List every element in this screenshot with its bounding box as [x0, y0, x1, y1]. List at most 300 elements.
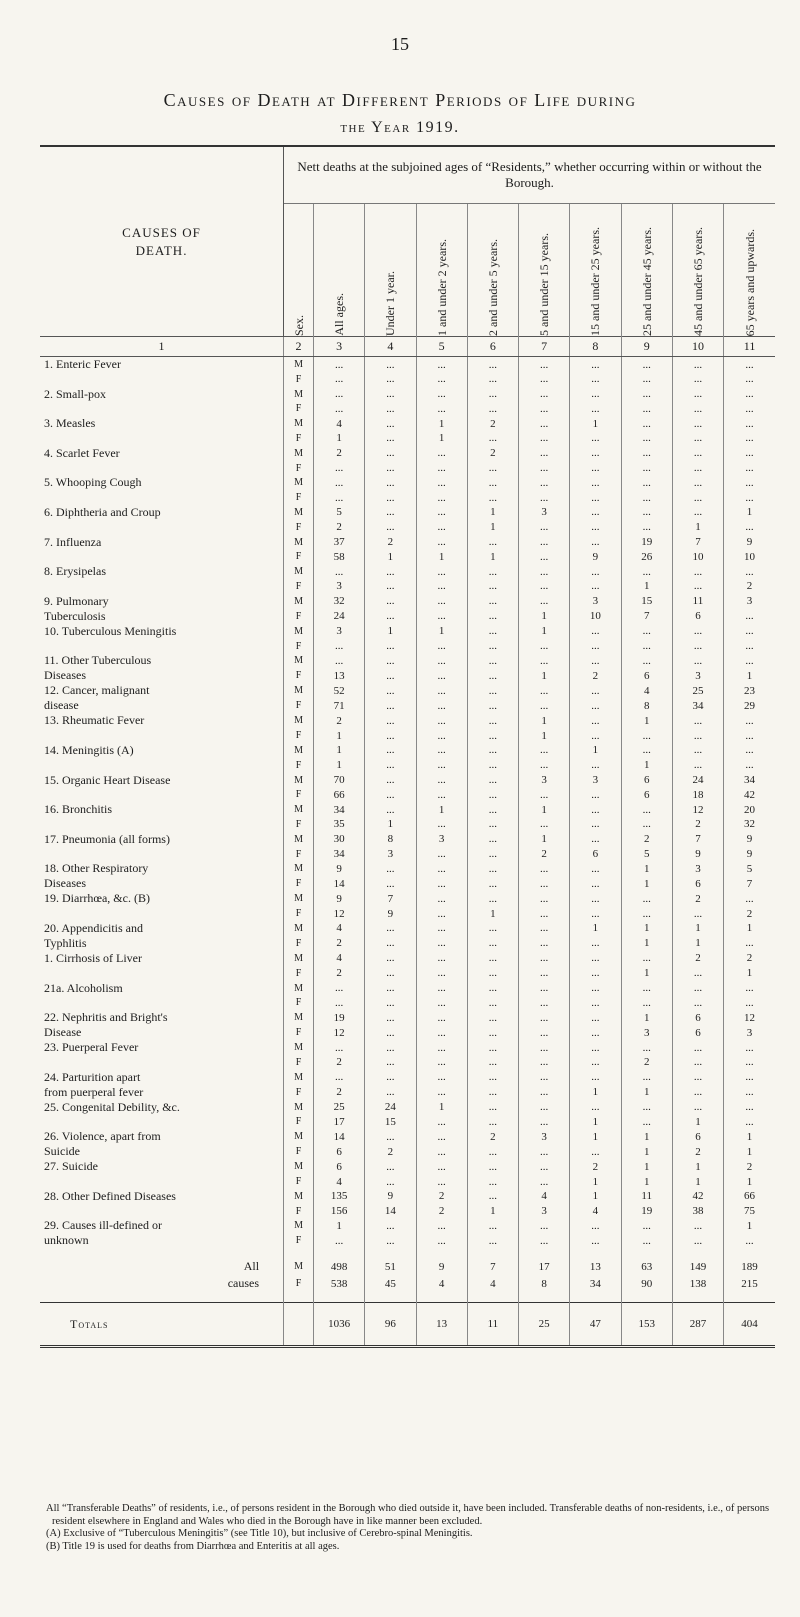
- value-cell: 1: [621, 579, 672, 594]
- value-cell: ...: [519, 906, 570, 921]
- sex-cell: M: [284, 1010, 314, 1025]
- sex-cell: M: [284, 416, 314, 431]
- value-cell: ...: [570, 817, 621, 832]
- value-cell: ...: [621, 728, 672, 743]
- value-cell: ...: [519, 966, 570, 981]
- value-cell: ...: [365, 1159, 416, 1174]
- value-cell: 6: [570, 847, 621, 862]
- sex-cell: F: [284, 1144, 314, 1159]
- value-cell: ...: [570, 431, 621, 446]
- table-row: [40, 1010, 775, 1025]
- value-cell: 1: [313, 431, 364, 446]
- value-cell: 1: [570, 1174, 621, 1189]
- value-cell: ...: [672, 446, 723, 461]
- value-cell: ...: [313, 372, 364, 387]
- value-cell: 13: [570, 1258, 621, 1275]
- value-cell: 1: [621, 1159, 672, 1174]
- value-cell: ...: [724, 446, 775, 461]
- value-cell: ...: [467, 921, 518, 936]
- table-row: [40, 1100, 775, 1115]
- value-cell: ...: [467, 1010, 518, 1025]
- value-cell: ...: [416, 668, 467, 683]
- value-cell: 2: [672, 1144, 723, 1159]
- value-cell: ...: [519, 996, 570, 1011]
- cause-cell: 23. Puerperal Fever: [44, 1040, 139, 1055]
- value-cell: ...: [724, 609, 775, 624]
- value-cell: 1: [621, 861, 672, 876]
- value-cell: ...: [621, 624, 672, 639]
- sex-cell: M: [284, 357, 314, 373]
- value-cell: ...: [313, 1070, 364, 1085]
- value-cell: ...: [621, 1233, 672, 1248]
- value-cell: 5: [724, 861, 775, 876]
- value-cell: ...: [467, 728, 518, 743]
- all-causes-label: All: [243, 1259, 260, 1274]
- value-cell: 15: [621, 594, 672, 609]
- cause-cell: unknown: [44, 1233, 89, 1248]
- value-cell: ...: [570, 788, 621, 803]
- value-cell: ...: [467, 936, 518, 951]
- cause-cell: 7. Influenza: [44, 534, 102, 549]
- value-cell: ...: [672, 653, 723, 668]
- value-cell: ...: [672, 579, 723, 594]
- value-cell: ...: [519, 936, 570, 951]
- value-cell: ...: [570, 387, 621, 402]
- value-cell: ...: [724, 728, 775, 743]
- value-cell: 1: [672, 1115, 723, 1130]
- value-cell: ...: [519, 951, 570, 966]
- sex-cell: M: [284, 713, 314, 728]
- value-cell: ...: [467, 461, 518, 476]
- value-cell: ...: [672, 1233, 723, 1248]
- sex-cell: F: [284, 1233, 314, 1248]
- all-causes-row: [40, 1275, 775, 1292]
- value-cell: ...: [365, 936, 416, 951]
- value-cell: ...: [570, 1218, 621, 1233]
- value-cell: ...: [365, 387, 416, 402]
- table-row: [40, 1174, 775, 1189]
- value-cell: ...: [416, 1070, 467, 1085]
- value-cell: ...: [621, 490, 672, 505]
- value-cell: 6: [672, 1010, 723, 1025]
- totals-sex-cell: [284, 1303, 314, 1347]
- value-cell: ...: [519, 817, 570, 832]
- cause-cell: 22. Nephritis and Bright's: [44, 1010, 168, 1025]
- value-cell: ...: [365, 520, 416, 535]
- value-cell: 1: [672, 520, 723, 535]
- value-cell: ...: [467, 1144, 518, 1159]
- table-row: [40, 788, 775, 803]
- value-cell: 42: [724, 788, 775, 803]
- value-cell: 1: [621, 1010, 672, 1025]
- cause-cell: [40, 579, 284, 594]
- table-row: [40, 357, 775, 373]
- sex-cell: F: [284, 936, 314, 951]
- column-header: 5 and under 15 years.: [519, 204, 570, 337]
- value-cell: ...: [365, 788, 416, 803]
- cause-cell: 16. Bronchitis: [44, 802, 112, 817]
- value-cell: ...: [724, 1040, 775, 1055]
- value-cell: 10: [724, 550, 775, 565]
- value-cell: ...: [724, 520, 775, 535]
- title-line-1: Causes of Death at Different Periods of Life during: [163, 90, 637, 110]
- value-cell: 156: [313, 1204, 364, 1219]
- value-cell: 1: [570, 1129, 621, 1144]
- value-cell: 10: [570, 609, 621, 624]
- value-cell: 70: [313, 773, 364, 788]
- value-cell: ...: [724, 1233, 775, 1248]
- value-cell: 2: [570, 1159, 621, 1174]
- value-cell: ...: [365, 668, 416, 683]
- table-row: [40, 520, 775, 535]
- value-cell: ...: [365, 416, 416, 431]
- value-cell: ...: [724, 758, 775, 773]
- sex-cell: M: [284, 802, 314, 817]
- table-row: [40, 490, 775, 505]
- value-cell: 11: [621, 1189, 672, 1204]
- value-cell: ...: [724, 475, 775, 490]
- value-cell: 11: [672, 594, 723, 609]
- sex-cell: F: [284, 996, 314, 1011]
- value-cell: ...: [519, 1010, 570, 1025]
- value-cell: ...: [621, 461, 672, 476]
- value-cell: ...: [416, 921, 467, 936]
- value-cell: 3: [621, 1025, 672, 1040]
- value-cell: ...: [724, 1100, 775, 1115]
- value-cell: ...: [365, 1025, 416, 1040]
- column-number: 1: [40, 337, 284, 357]
- value-cell: 1: [519, 728, 570, 743]
- value-cell: ...: [467, 788, 518, 803]
- value-cell: ...: [621, 505, 672, 520]
- value-cell: ...: [621, 653, 672, 668]
- value-cell: 1: [672, 1174, 723, 1189]
- sex-cell: F: [284, 698, 314, 713]
- value-cell: ...: [570, 520, 621, 535]
- cause-cell: [40, 1115, 284, 1130]
- sex-cell: F: [284, 490, 314, 505]
- value-cell: ...: [672, 402, 723, 417]
- total-value-cell: 287: [672, 1303, 723, 1347]
- table-row: [40, 876, 775, 891]
- table-row: [40, 773, 775, 788]
- value-cell: ...: [365, 564, 416, 579]
- cause-cell: [40, 490, 284, 505]
- column-header: Under 1 year.: [365, 204, 416, 337]
- cause-cell: 3. Measles: [44, 416, 96, 431]
- sex-cell: F: [284, 639, 314, 654]
- total-value-cell: 25: [519, 1303, 570, 1347]
- value-cell: ...: [724, 996, 775, 1011]
- value-cell: 2: [621, 832, 672, 847]
- value-cell: 5: [621, 847, 672, 862]
- cause-cell: 1. Cirrhosis of Liver: [44, 950, 142, 965]
- value-cell: ...: [724, 653, 775, 668]
- value-cell: 25: [313, 1100, 364, 1115]
- value-cell: ...: [672, 461, 723, 476]
- table-row: [40, 921, 775, 936]
- value-cell: ...: [570, 876, 621, 891]
- total-value-cell: 404: [724, 1303, 775, 1347]
- cause-cell: [40, 372, 284, 387]
- value-cell: 2: [313, 713, 364, 728]
- value-cell: ...: [570, 758, 621, 773]
- value-cell: ...: [416, 743, 467, 758]
- table-row: [40, 861, 775, 876]
- sex-cell: M: [284, 743, 314, 758]
- value-cell: 9: [724, 847, 775, 862]
- table-row: [40, 461, 775, 476]
- value-cell: ...: [519, 1144, 570, 1159]
- value-cell: ...: [519, 402, 570, 417]
- value-cell: ...: [416, 461, 467, 476]
- value-cell: 2: [467, 1129, 518, 1144]
- value-cell: ...: [672, 743, 723, 758]
- value-cell: ...: [416, 981, 467, 996]
- value-cell: 4: [467, 1275, 518, 1292]
- value-cell: 12: [313, 906, 364, 921]
- value-cell: ...: [365, 951, 416, 966]
- value-cell: ...: [467, 773, 518, 788]
- value-cell: ...: [467, 847, 518, 862]
- value-cell: 6: [621, 788, 672, 803]
- value-cell: ...: [570, 446, 621, 461]
- column-header: 15 and under 25 years.: [570, 204, 621, 337]
- cause-cell: 17. Pneumonia (all forms): [44, 831, 170, 846]
- table-row: [40, 372, 775, 387]
- value-cell: 14: [313, 876, 364, 891]
- column-number: 5: [416, 337, 467, 357]
- value-cell: ...: [621, 1218, 672, 1233]
- table-row: [40, 431, 775, 446]
- value-cell: ...: [467, 594, 518, 609]
- cause-cell: 27. Suicide: [44, 1159, 98, 1174]
- value-cell: 4: [519, 1189, 570, 1204]
- sex-cell: F: [284, 431, 314, 446]
- value-cell: 1: [365, 550, 416, 565]
- value-cell: 42: [672, 1189, 723, 1204]
- value-cell: ...: [570, 579, 621, 594]
- value-cell: 1: [313, 728, 364, 743]
- value-cell: 2: [519, 847, 570, 862]
- value-cell: ...: [416, 579, 467, 594]
- value-cell: 1: [365, 817, 416, 832]
- value-cell: ...: [416, 891, 467, 906]
- value-cell: ...: [621, 387, 672, 402]
- value-cell: 1: [365, 624, 416, 639]
- value-cell: 498: [313, 1258, 364, 1275]
- value-cell: ...: [416, 564, 467, 579]
- table-row: [40, 996, 775, 1011]
- value-cell: ...: [519, 357, 570, 373]
- value-cell: 215: [724, 1275, 775, 1292]
- table-row: [40, 624, 775, 639]
- value-cell: ...: [672, 431, 723, 446]
- value-cell: ...: [365, 475, 416, 490]
- value-cell: ...: [570, 564, 621, 579]
- table-row: [40, 713, 775, 728]
- value-cell: 138: [672, 1275, 723, 1292]
- sex-cell: F: [284, 1174, 314, 1189]
- value-cell: ...: [365, 431, 416, 446]
- column-header: 65 years and upwards.: [724, 204, 775, 337]
- table-row: [40, 1218, 775, 1233]
- value-cell: ...: [570, 653, 621, 668]
- value-cell: 3: [672, 668, 723, 683]
- value-cell: ...: [365, 758, 416, 773]
- sex-cell: M: [284, 624, 314, 639]
- value-cell: ...: [621, 520, 672, 535]
- value-cell: ...: [467, 579, 518, 594]
- cause-cell: 18. Other Respiratory: [44, 861, 149, 876]
- value-cell: 8: [365, 832, 416, 847]
- value-cell: ...: [365, 698, 416, 713]
- value-cell: 2: [621, 1055, 672, 1070]
- value-cell: ...: [416, 1085, 467, 1100]
- table-row: [40, 402, 775, 417]
- value-cell: ...: [365, 773, 416, 788]
- column-number: 10: [672, 337, 723, 357]
- cause-cell: [40, 788, 284, 803]
- table-row: [40, 1129, 775, 1144]
- value-cell: 2: [724, 579, 775, 594]
- value-cell: ...: [467, 996, 518, 1011]
- value-cell: ...: [365, 921, 416, 936]
- value-cell: 6: [672, 876, 723, 891]
- sex-cell: F: [284, 579, 314, 594]
- value-cell: ...: [416, 906, 467, 921]
- value-cell: ...: [570, 1144, 621, 1159]
- value-cell: 3: [724, 1025, 775, 1040]
- value-cell: ...: [570, 698, 621, 713]
- value-cell: 4: [570, 1204, 621, 1219]
- value-cell: 90: [621, 1275, 672, 1292]
- value-cell: ...: [570, 402, 621, 417]
- value-cell: 1: [519, 802, 570, 817]
- value-cell: ...: [570, 966, 621, 981]
- value-cell: ...: [416, 372, 467, 387]
- value-cell: ...: [416, 876, 467, 891]
- value-cell: ...: [365, 966, 416, 981]
- value-cell: 3: [416, 832, 467, 847]
- value-cell: 34: [313, 847, 364, 862]
- value-cell: 1: [621, 1144, 672, 1159]
- cause-cell: [40, 817, 284, 832]
- value-cell: 2: [570, 668, 621, 683]
- value-cell: ...: [467, 951, 518, 966]
- value-cell: 8: [621, 698, 672, 713]
- value-cell: ...: [519, 861, 570, 876]
- value-cell: 24: [365, 1100, 416, 1115]
- value-cell: 1: [467, 550, 518, 565]
- value-cell: ...: [467, 713, 518, 728]
- value-cell: 9: [570, 550, 621, 565]
- value-cell: ...: [724, 891, 775, 906]
- value-cell: ...: [416, 966, 467, 981]
- value-cell: ...: [672, 758, 723, 773]
- cause-cell: 13. Rheumatic Fever: [44, 713, 145, 728]
- table-row: [40, 653, 775, 668]
- value-cell: 13: [313, 668, 364, 683]
- sex-cell: F: [284, 1025, 314, 1040]
- value-cell: 9: [365, 906, 416, 921]
- value-cell: ...: [416, 387, 467, 402]
- value-cell: ...: [467, 653, 518, 668]
- cause-cell: 2. Small-pox: [44, 386, 106, 401]
- deaths-table: [40, 147, 775, 1348]
- value-cell: ...: [365, 1070, 416, 1085]
- table-row: [40, 832, 775, 847]
- value-cell: ...: [621, 564, 672, 579]
- value-cell: 1: [570, 416, 621, 431]
- value-cell: 1: [724, 505, 775, 520]
- table-row: [40, 966, 775, 981]
- value-cell: 3: [313, 579, 364, 594]
- value-cell: ...: [416, 996, 467, 1011]
- value-cell: ...: [365, 861, 416, 876]
- value-cell: 1: [621, 921, 672, 936]
- cause-cell: Diseases: [44, 876, 86, 891]
- value-cell: 1: [621, 1174, 672, 1189]
- value-cell: 24: [313, 609, 364, 624]
- value-cell: ...: [365, 683, 416, 698]
- value-cell: ...: [416, 1010, 467, 1025]
- table-row: [40, 1085, 775, 1100]
- table-row: [40, 683, 775, 698]
- value-cell: 2: [416, 1189, 467, 1204]
- value-cell: ...: [672, 475, 723, 490]
- value-cell: ...: [724, 461, 775, 476]
- sex-cell: M: [284, 951, 314, 966]
- sex-cell: F: [284, 728, 314, 743]
- value-cell: 18: [672, 788, 723, 803]
- value-cell: 7: [621, 609, 672, 624]
- value-cell: ...: [467, 1174, 518, 1189]
- sex-cell: M: [284, 861, 314, 876]
- sex-cell: M: [284, 653, 314, 668]
- value-cell: ...: [416, 1115, 467, 1130]
- value-cell: ...: [672, 713, 723, 728]
- column-number: 9: [621, 337, 672, 357]
- value-cell: ...: [467, 876, 518, 891]
- value-cell: ...: [519, 579, 570, 594]
- value-cell: ...: [467, 1040, 518, 1055]
- value-cell: ...: [416, 1025, 467, 1040]
- cause-cell: 21a. Alcoholism: [44, 980, 123, 995]
- value-cell: ...: [519, 1025, 570, 1040]
- value-cell: ...: [467, 981, 518, 996]
- table-row: [40, 550, 775, 565]
- value-cell: 1: [467, 520, 518, 535]
- sex-cell: M: [284, 1189, 314, 1204]
- sex-cell: M: [284, 1100, 314, 1115]
- value-cell: 1: [621, 758, 672, 773]
- value-cell: ...: [519, 520, 570, 535]
- sex-cell: F: [284, 1055, 314, 1070]
- value-cell: ...: [416, 446, 467, 461]
- value-cell: 20: [724, 802, 775, 817]
- value-cell: ...: [621, 817, 672, 832]
- table-row: [40, 416, 775, 431]
- value-cell: ...: [467, 802, 518, 817]
- value-cell: ...: [416, 847, 467, 862]
- value-cell: 1: [416, 1100, 467, 1115]
- value-cell: ...: [416, 1159, 467, 1174]
- value-cell: ...: [365, 728, 416, 743]
- total-value-cell: 96: [365, 1303, 416, 1347]
- value-cell: 1: [416, 416, 467, 431]
- value-cell: ...: [621, 416, 672, 431]
